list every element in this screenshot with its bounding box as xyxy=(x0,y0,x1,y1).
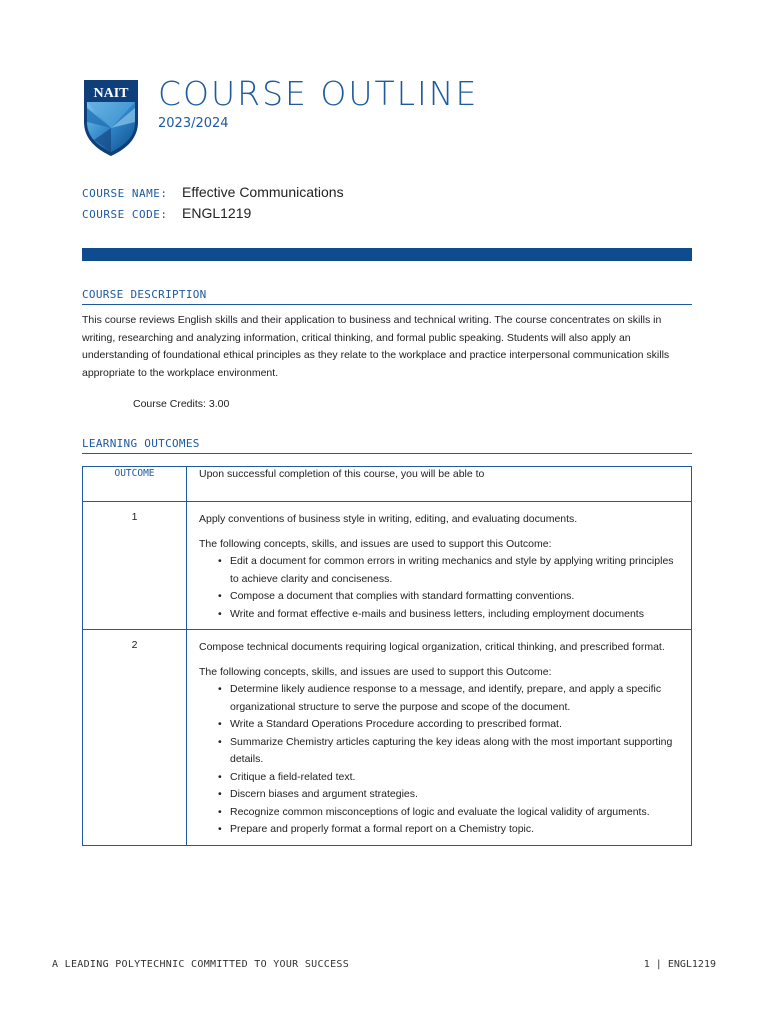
list-item: • Summarize Chemistry articles capturing the key ideas along with the most important supporting details. xyxy=(230,734,679,769)
course-description-heading: COURSE DESCRIPTION xyxy=(82,288,692,305)
learning-outcomes-heading: LEARNING OUTCOMES xyxy=(82,437,692,454)
outcome-points xyxy=(199,681,679,839)
outcome-points xyxy=(199,553,679,623)
page-title: COURSE OUTLINE xyxy=(158,74,479,113)
list-item: • Edit a document for common errors in writing mechanics and style by applying writing principles to achieve clarity and conciseness. xyxy=(230,553,679,588)
list-item: • Write and format effective e-mails and business letters, including employment documents xyxy=(230,606,679,624)
footer-tagline: A LEADING POLYTECHNIC COMMITTED TO YOUR SUCCESS xyxy=(52,959,350,970)
nait-logo xyxy=(82,78,140,158)
list-item: • Recognize common misconceptions of logic and evaluate the logical validity of arguments. xyxy=(230,804,679,822)
course-code-value: ENGL1219 xyxy=(182,205,252,221)
course-code-label: COURSE CODE: xyxy=(82,208,168,221)
list-item: • Write a Standard Operations Procedure according to prescribed format. xyxy=(230,716,679,734)
table-row xyxy=(83,502,692,630)
list-item: • Discern biases and argument strategies. xyxy=(230,786,679,804)
list-item: • Compose a document that complies with standard formatting conventions. xyxy=(230,588,679,606)
list-item: • Determine likely audience response to a message, and identify, prepare, and apply a specific organizational structure to serve the purpose and scope of the document. xyxy=(230,681,679,716)
outcome-number: 1 xyxy=(83,502,187,630)
logo-text: NAIT xyxy=(93,86,129,101)
course-credits: Course Credits: 3.00 xyxy=(133,398,230,410)
outcome-support-intro: The following concepts, skills, and issues are used to support this Outcome: xyxy=(199,537,552,550)
table-row xyxy=(83,630,692,846)
list-item: • Critique a field-related text. xyxy=(230,769,679,787)
outcome-statement: Compose technical documents requiring logical organization, critical thinking, and prescribed format. xyxy=(199,641,665,653)
course-description-text: This course reviews English skills and their application to business and technical writing. The course concentrates on skills in writing, researching and analyzing information, critical thinking, and formal public speaking. Students will also apply an understanding of foundational ethical principles as they relate to the workplace and practice interpersonal communication skills appropriate to the workplace environment. xyxy=(82,314,670,379)
outcome-statement: Apply conventions of business style in writing, editing, and evaluating documents. xyxy=(199,513,578,525)
course-name-label: COURSE NAME: xyxy=(82,187,168,200)
header-band xyxy=(82,248,692,261)
outcome-support-intro: The following concepts, skills, and issues are used to support this Outcome: xyxy=(199,665,552,678)
list-item: • Prepare and properly format a formal report on a Chemistry topic. xyxy=(230,821,679,839)
footer-page-number: 1 | ENGL1219 xyxy=(643,959,716,970)
learning-outcomes-table xyxy=(82,466,692,846)
course-name-value: Effective Communications xyxy=(182,184,344,200)
table-header-row xyxy=(83,467,692,502)
academic-year: 2023/2024 xyxy=(158,116,229,131)
outcome-intro: Upon successful completion of this course, you will be able to xyxy=(187,467,692,502)
outcome-number: 2 xyxy=(83,630,187,846)
outcome-column-header: OUTCOME xyxy=(83,467,187,502)
